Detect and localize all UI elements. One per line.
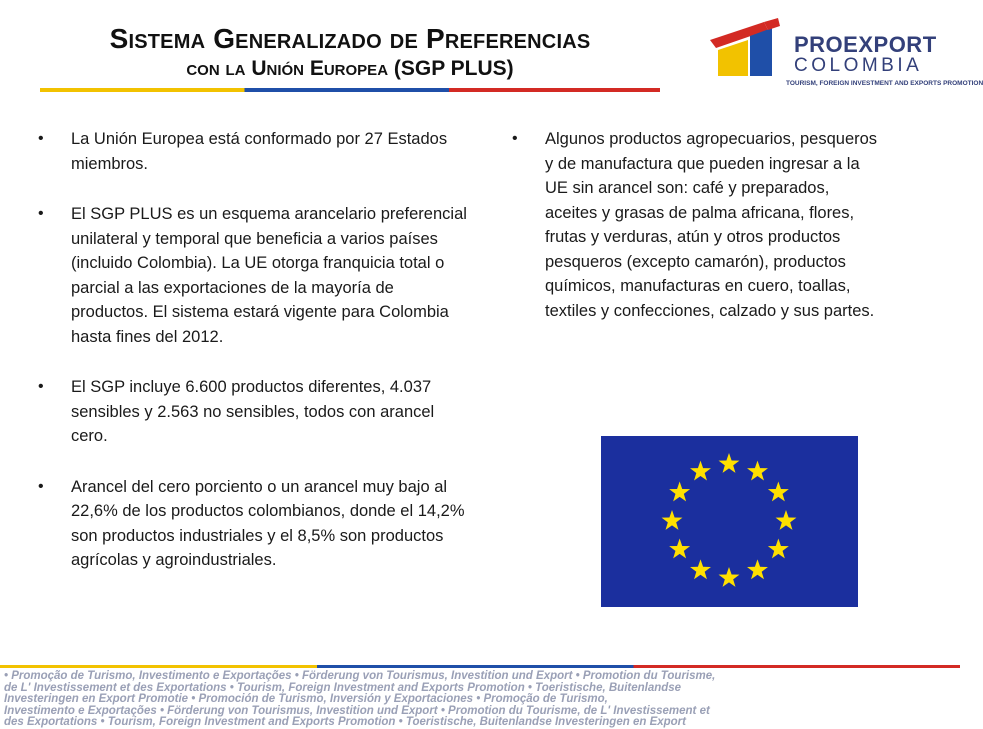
footer-line: Investimento e Exportações • Förderung von Tourismus, Investition und Export • Promotion du Tourisme, de L' Investissement et [4,704,710,717]
flag-star-icon [719,567,740,587]
flag-star-icon [747,461,768,481]
bullet-text: Algunos productos agropecuarios, pesqueros y de manufactura que pueden ingresar a la UE sin arancel son: café y preparados, aceites y grasas de palma africana, flores, frutas y verduras, atún y otros productos pesqueros (excepto camarón), productos químicos, manufacturas en cuero, toallas, textiles y confecciones, calzado y sus partes. [545,130,878,320]
proexport-logo [706,16,983,88]
logo-tagline: TOURISM, FOREIGN INVESTMENT AND EXPORTS PROMOTION [786,80,983,87]
footer-banner [0,665,960,728]
flag-star-icon [662,510,683,530]
bullet-icon: • [38,130,44,147]
logo-word-colombia: COLOMBIA [794,55,923,76]
bullet-icon: • [38,205,44,222]
list-item [38,375,468,449]
left-bullet-list [38,127,468,599]
flag-star-icon [768,482,789,502]
proexport-logo-icon [706,16,786,88]
eu-flag-icon [601,436,858,607]
footer-line: Investeringen en Export Promotie • Promoción de Turismo, Inversión y Exportaciones • Promoção de Turismo, [4,693,608,705]
flag-star-icon [747,559,768,579]
slide-title [40,22,660,82]
bullet-text: La Unión Europea está conformado por 27 Estados miembros. [71,130,448,173]
bullet-text: El SGP incluye 6.600 productos diferentes, 4.037 sensibles y 2.563 no sensibles, todos con arancel cero. [71,378,435,445]
flag-star-icon [690,461,711,481]
bullet-icon: • [512,130,518,147]
footer-line: • Promoção de Turismo, Investimento e Exportações • Förderung von Tourismus, Investition und Export • Promotion du Tourisme, [4,670,716,682]
footer-line: de L' Investissement et des Exportations • Tourism, Foreign Investment and Exports Promotion • Toeristische, Buitenlandse [4,681,682,694]
footer-line: des Exportations • Tourism, Foreign Investment and Exports Promotion • Toeristische, Buitenlandse Investeringen en Export [4,716,686,728]
flag-star-icon [768,539,789,559]
title-line-1: Sistema Generalizado de Preferencias [109,23,591,54]
bullet-icon: • [38,378,44,395]
bullet-icon: • [38,477,44,495]
flag-star-icon [669,482,690,502]
flag-star-icon [669,539,690,559]
list-item [38,127,468,176]
flag-star-icon [690,559,711,579]
flag-star-icon [719,453,740,473]
title-underline [40,88,660,92]
list-item [38,202,468,349]
flag-star-icon [776,510,797,530]
bullet-text: Arancel del cero porciento o un arancel muy bajo al 22,6% de los productos colombianos, donde el 14,2% son productos industriales y el 8,5% son productos agrícolas y agroindustriales. [71,477,465,569]
logo-word-proexport: PROEXPORT [794,32,937,57]
list-item [38,475,468,573]
bullet-text: El SGP PLUS es un esquema arancelario preferencial unilateral y temporal que beneficia a varios países (incluido Colombia). La UE otorga franquicia total o parcial a las exportaciones de la mayoría de productos. El sistema estará vigente para Colombia hasta fines del 2012. [71,205,467,346]
right-bullet-list [512,127,882,349]
footer-text [4,671,964,729]
list-item [512,127,882,323]
footer-rule [0,665,960,668]
title-line-2: con la Unión Europea (SGP PLUS) [186,57,514,80]
